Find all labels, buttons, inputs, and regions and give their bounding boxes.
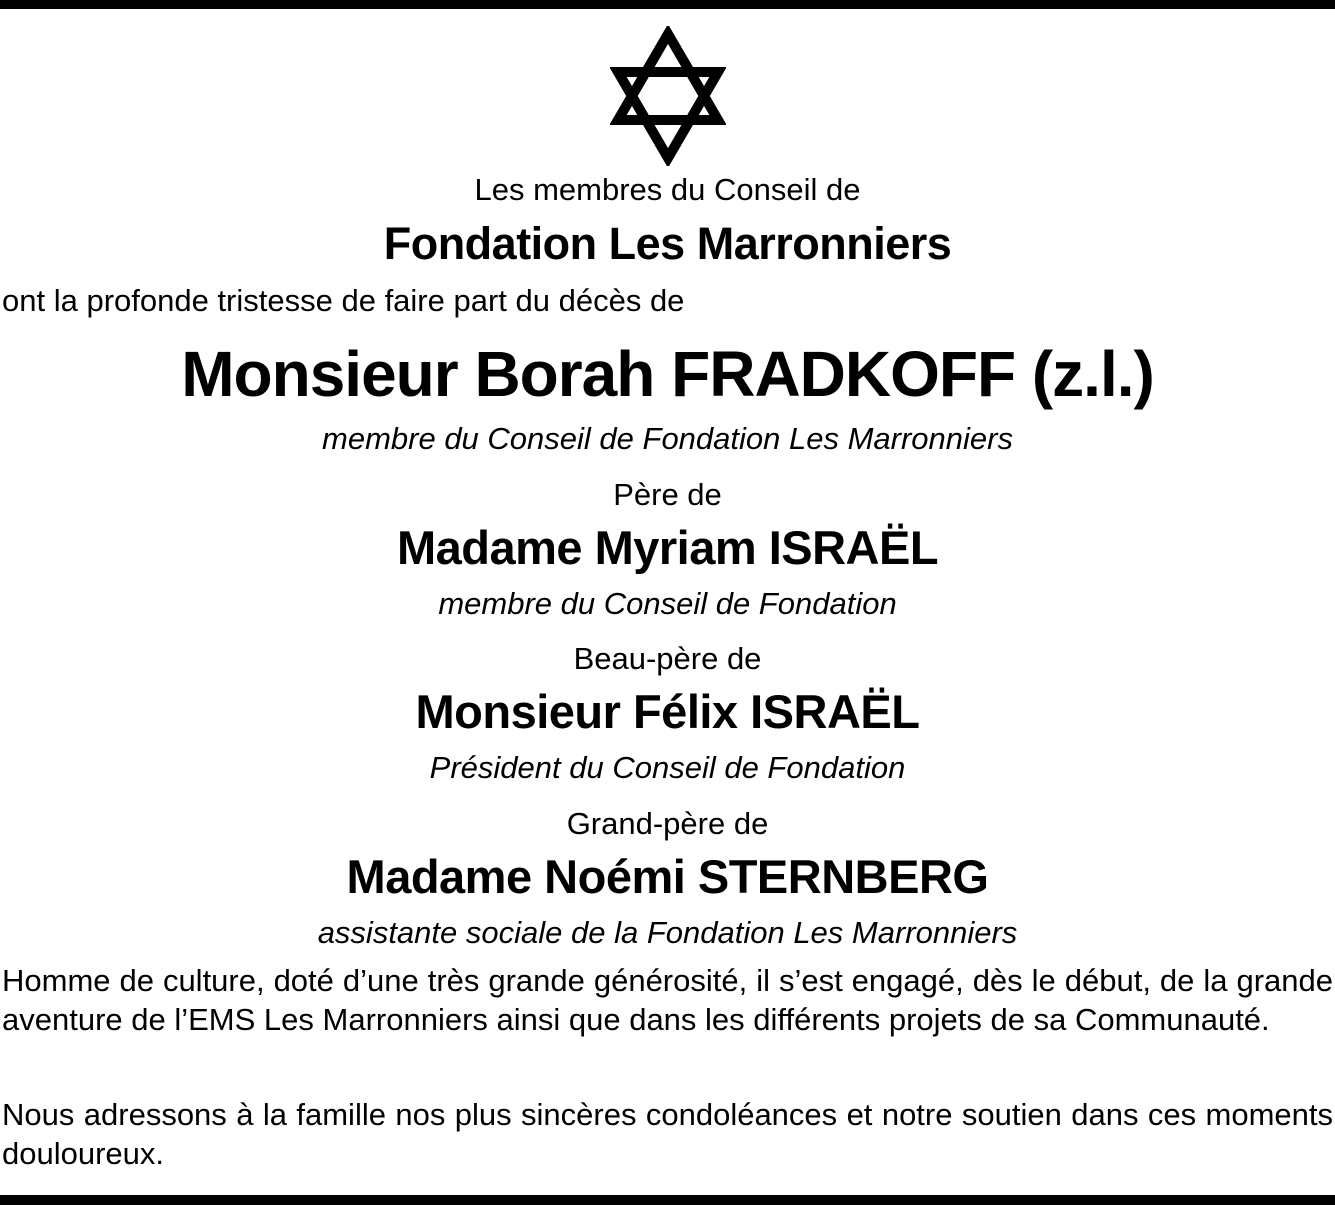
star-of-david-icon (610, 26, 726, 166)
deceased-role: membre du Conseil de Fondation Les Marronniers (322, 421, 1013, 456)
relation-label: Grand-père de (566, 806, 769, 841)
relative-name: Madame Myriam ISRAËL (396, 521, 939, 574)
relation-label: Père de (613, 477, 722, 512)
relative-name: Monsieur Félix ISRAËL (415, 685, 920, 738)
deceased-name: Monsieur Borah FRADKOFF (z.l.) (181, 338, 1154, 410)
intro-text: Les membres du Conseil de (474, 172, 861, 207)
organization-name: Fondation Les Marronniers (383, 218, 952, 269)
tribute-paragraph: Homme de culture, doté d’une très grande générosité, il s’est engagé, dès le début, de la grande aventure de l’EMS Les Marronniers ainsi que dans les différents projets de sa Communauté. (2, 963, 1333, 1037)
top-border-rule (0, 0, 1335, 9)
relation-label: Beau-père de (573, 641, 762, 676)
relative-role: Président du Conseil de Fondation (429, 750, 906, 785)
bottom-border-rule (0, 1195, 1335, 1205)
relative-name: Madame Noémi STERNBERG (346, 850, 989, 903)
relative-role: membre du Conseil de Fondation (438, 586, 897, 621)
announcement-text: ont la profonde tristesse de faire part du décès de (2, 283, 685, 318)
condolences-paragraph: Nous adressons à la famille nos plus sincères condoléances et notre soutien dans ces moments douloureux. (2, 1097, 1333, 1171)
relative-role: assistante sociale de la Fondation Les Marronniers (317, 915, 1018, 950)
